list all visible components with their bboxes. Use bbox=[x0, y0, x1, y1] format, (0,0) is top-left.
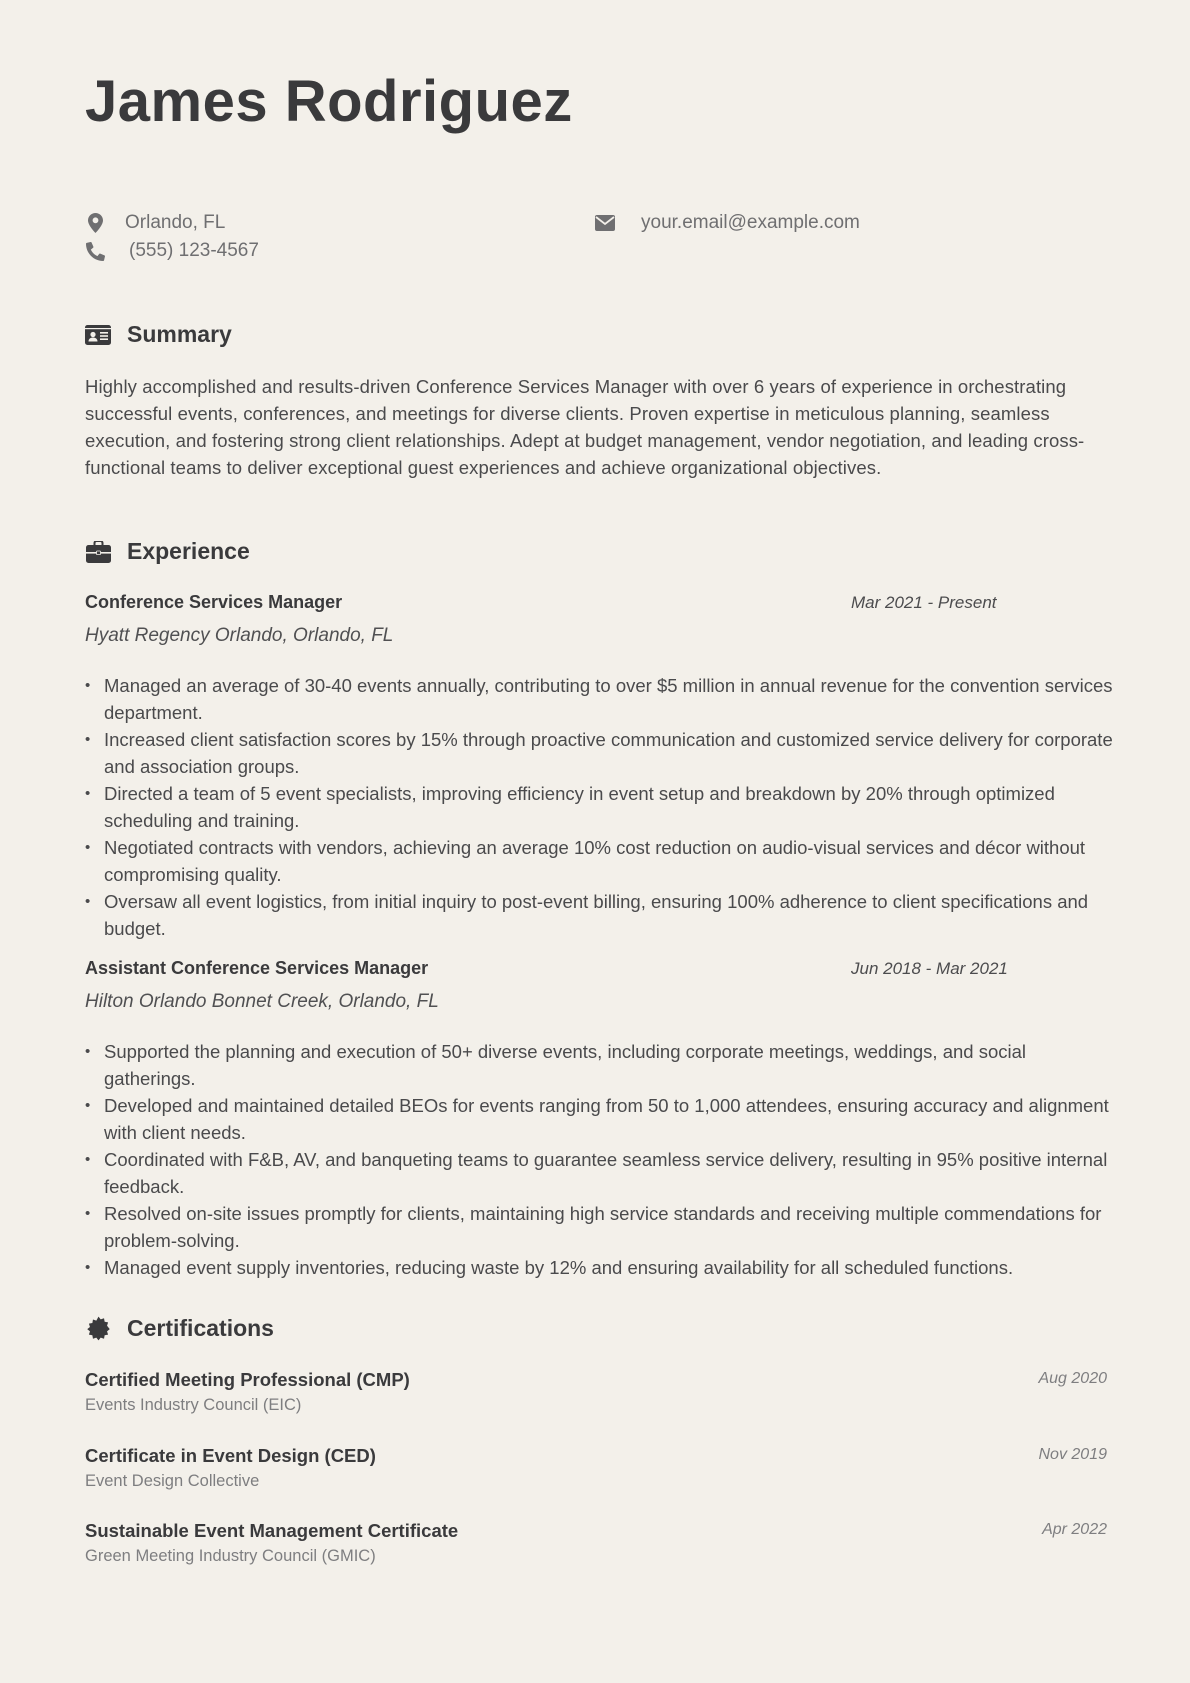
cert-issuer: Event Design Collective bbox=[85, 1472, 260, 1490]
location-text: Orlando, FL bbox=[125, 212, 226, 233]
cert-issuer: Green Meeting Industry Council (GMIC) bbox=[85, 1547, 376, 1565]
job-bullet: • Increased client satisfaction scores by 15% through proactive communication and customized service delivery for corporate and association groups. bbox=[85, 726, 1115, 780]
candidate-name: James Rodriguez bbox=[85, 69, 573, 134]
job-bullet: • Developed and maintained detailed BEOs for events ranging from 50 to 1,000 attendees, ensuring accuracy and alignment with client needs. bbox=[85, 1092, 1115, 1146]
cert-name: Sustainable Event Management Certificate bbox=[85, 1520, 459, 1541]
certifications-title: Certifications bbox=[127, 1315, 274, 1341]
job-dates: Mar 2021 - Present bbox=[851, 593, 997, 612]
summary-text: Highly accomplished and results-driven Conference Services Manager with over 6 years of experience in orchestrating successful events, conferences, and meetings for diverse clients. Proven expertise in meticulous planning, seamless execution, and fostering strong client relationships. Adept at budget management, vendor negotiation, and leading cross-functional teams to deliver exceptional guest experiences and achieve organizational objectives. bbox=[85, 376, 1085, 478]
job-bullets bbox=[85, 672, 1115, 942]
job-bullet: • Oversaw all event logistics, from initial inquiry to post-event billing, ensuring 100% adherence to client specifications and budget. bbox=[85, 888, 1115, 942]
job-bullet: • Managed event supply inventories, reducing waste by 12% and ensuring availability for all scheduled functions. bbox=[85, 1254, 1115, 1281]
phone-text[interactable]: (555) 123-4567 bbox=[129, 240, 259, 261]
summary-title: Summary bbox=[127, 321, 232, 347]
map-marker-icon bbox=[85, 213, 105, 233]
cert-date: Nov 2019 bbox=[1038, 1446, 1107, 1463]
cert-issuer: Events Industry Council (EIC) bbox=[85, 1396, 302, 1414]
job-title: Conference Services Manager bbox=[85, 592, 343, 612]
envelope-icon bbox=[595, 213, 615, 233]
experience-heading bbox=[85, 538, 250, 565]
contact-phone bbox=[85, 240, 259, 262]
id-card-icon bbox=[85, 322, 111, 348]
job-bullets bbox=[85, 1038, 1115, 1281]
phone-icon bbox=[85, 241, 105, 261]
job-bullet: • Resolved on-site issues promptly for clients, maintaining high service standards and receiving multiple commendations for problem-solving. bbox=[85, 1200, 1115, 1254]
summary-heading bbox=[85, 321, 232, 348]
cert-date: Apr 2022 bbox=[1042, 1521, 1107, 1538]
job-company: Hilton Orlando Bonnet Creek, Orlando, FL bbox=[85, 991, 439, 1012]
job-bullet: • Coordinated with F&B, AV, and banqueting teams to guarantee seamless service delivery, resulting in 95% positive internal feedback. bbox=[85, 1146, 1115, 1200]
job-company: Hyatt Regency Orlando, Orlando, FL bbox=[85, 625, 394, 646]
certifications-heading bbox=[85, 1315, 274, 1342]
experience-title: Experience bbox=[127, 538, 250, 564]
cert-date: Aug 2020 bbox=[1038, 1370, 1107, 1387]
certificate-icon bbox=[85, 1316, 111, 1342]
job-dates: Jun 2018 - Mar 2021 bbox=[851, 959, 1008, 978]
contact-email bbox=[595, 212, 860, 234]
cert-name: Certified Meeting Professional (CMP) bbox=[85, 1369, 410, 1390]
job-bullet: • Negotiated contracts with vendors, achieving an average 10% cost reduction on audio-visual services and décor without compromising quality. bbox=[85, 834, 1115, 888]
job-bullet: • Managed an average of 30-40 events annually, contributing to over $5 million in annual revenue for the convention services department. bbox=[85, 672, 1115, 726]
contact-location bbox=[85, 212, 225, 234]
job-title: Assistant Conference Services Manager bbox=[85, 958, 429, 978]
job-bullet: • Supported the planning and execution of 50+ diverse events, including corporate meetings, weddings, and social gatherings. bbox=[85, 1038, 1115, 1092]
briefcase-icon bbox=[85, 539, 111, 565]
job-bullet: • Directed a team of 5 event specialists, improving efficiency in event setup and breakdown by 20% through optimized scheduling and training. bbox=[85, 780, 1115, 834]
email-link[interactable]: your.email@example.com bbox=[641, 212, 860, 233]
cert-name: Certificate in Event Design (CED) bbox=[85, 1445, 376, 1466]
